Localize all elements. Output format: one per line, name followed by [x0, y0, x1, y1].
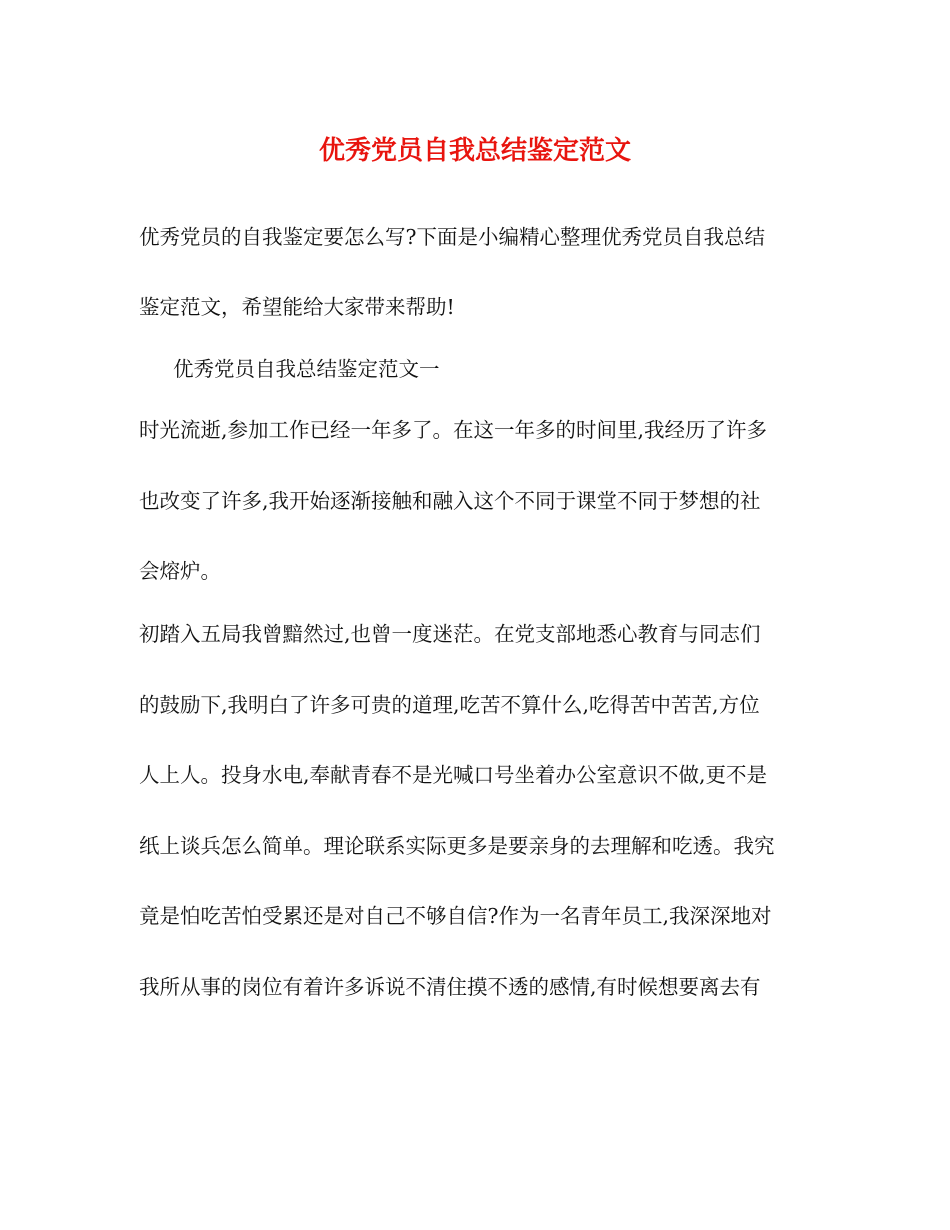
document-title: 优秀党员自我总结鉴定范文 — [318, 136, 631, 166]
paragraph-1-line-1: 时光流逝,参加工作已经一年多了。在这一年多的时间里,我经历了许多 — [139, 418, 768, 442]
paragraph-2-line-2: 的鼓励下,我明白了许多可贵的道理,吃苦不算什么,吃得苦中苦苦,方位 — [139, 693, 760, 717]
section-heading: 优秀党员自我总结鉴定范文一 — [173, 357, 440, 381]
paragraph-2-line-3: 人上人。投身水电,奉献青春不是光喊口号坐着办公室意识不做,更不是 — [139, 763, 768, 787]
paragraph-1-line-3: 会熔炉。 — [139, 559, 221, 583]
paragraph-2-line-5: 竟是怕吃苦怕受累还是对自己不够自信?作为一名青年员工,我深深地对 — [139, 904, 772, 928]
paragraph-2-line-4: 纸上谈兵怎么简单。理论联系实际更多是要亲身的去理解和吃透。我究 — [139, 834, 775, 858]
paragraph-2-line-6: 我所从事的岗位有着许多诉说不清住摸不透的感情,有时候想要离去有 — [139, 975, 761, 999]
paragraph-1-line-2: 也改变了许多,我开始逐渐接触和融入这个不同于课堂不同于梦想的社 — [139, 489, 761, 513]
paragraph-2-line-1: 初踏入五局我曾黯然过,也曾一度迷茫。在党支部地悉心教育与同志们 — [139, 622, 761, 646]
intro-line-2: 鉴定范文，希望能给大家带来帮助! — [139, 295, 455, 319]
intro-line-1: 优秀党员的自我鉴定要怎么写?下面是小编精心整理优秀党员自我总结 — [139, 225, 765, 249]
